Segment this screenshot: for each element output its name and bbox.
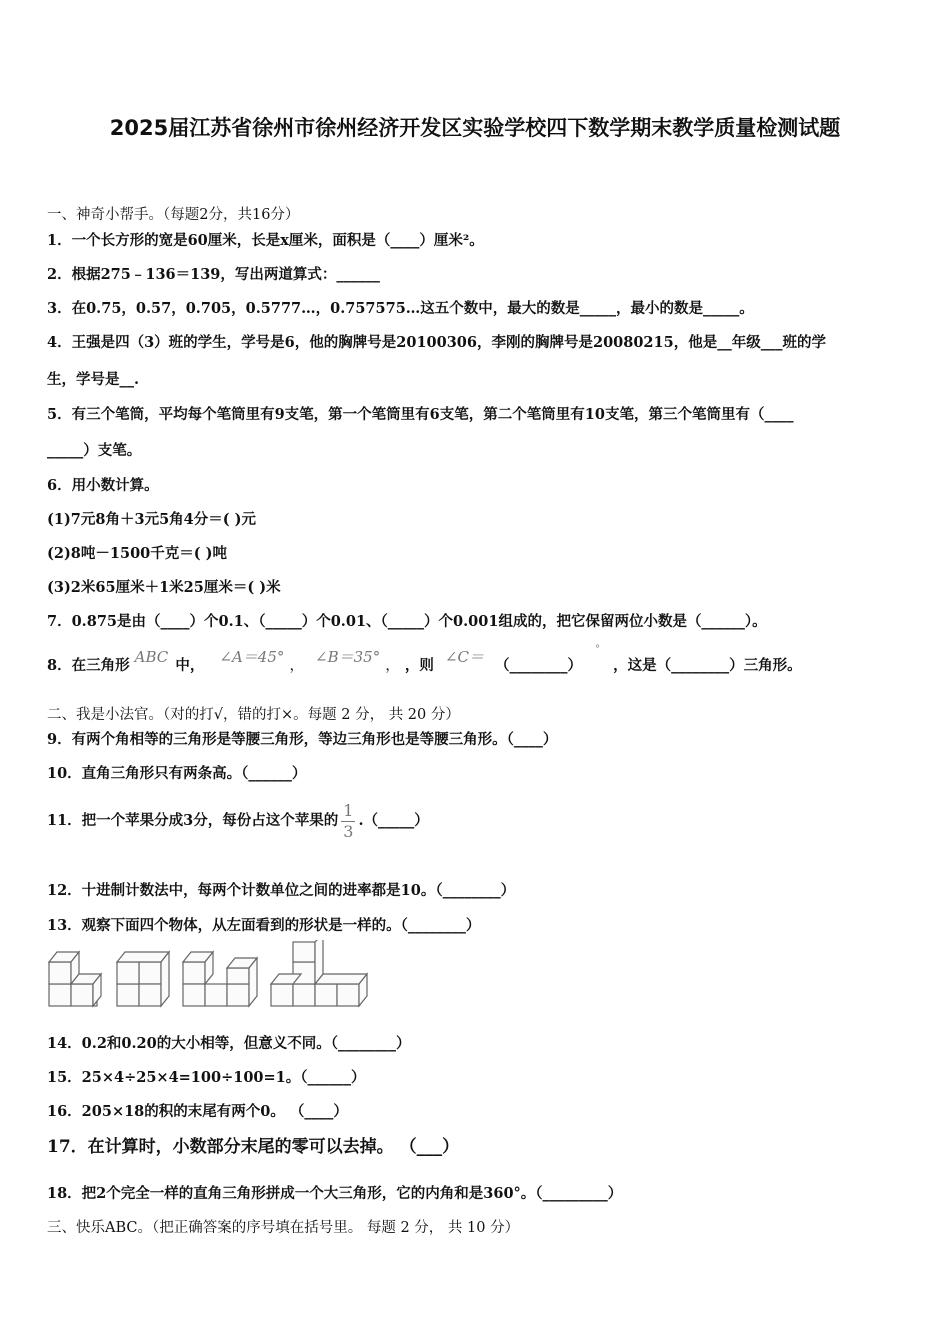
- cube-object-1: [49, 952, 101, 1006]
- cube-figures: [45, 940, 375, 1015]
- angle-b: ∠B＝35°: [315, 647, 381, 666]
- question-7: 7．0.875是由（____）个0.1、（_____）个0.01、（_____）个0.001组成的，把它保留两位小数是（______）。: [47, 613, 767, 630]
- question-3: 3．在0.75，0.57，0.705，0.5777…，0.757575…这五个数中，最大的数是_____，最小的数是_____。: [47, 300, 754, 317]
- question-2: 2．根据275﹣136＝139，写出两道算式：______: [47, 266, 380, 283]
- cube-object-4: [271, 940, 367, 1006]
- question-11-suffix: .（_____）: [358, 812, 429, 829]
- cube-object-3: [183, 952, 257, 1006]
- question-9: 9．有两个角相等的三角形是等腰三角形，等边三角形也是等腰三角形。（____）: [47, 731, 558, 748]
- question-4-line-1: 4．王强是四（3）班的学生，学号是6，他的胸牌号是20100306，李刚的胸牌号是20080215，他是__年级___班的学: [47, 334, 826, 351]
- page-title: 2025届江苏省徐州市徐州经济开发区实验学校四下数学期末教学质量检测试题: [109, 116, 841, 140]
- question-15: 15．25×4÷25×4=100÷100=1。（______）: [47, 1069, 366, 1086]
- degree-symbol: °: [595, 644, 601, 655]
- question-13: 13．观察下面四个物体，从左面看到的形状是一样的。（________）: [47, 917, 481, 934]
- angle-a: ∠A＝45°: [219, 647, 285, 666]
- question-6: 6．用小数计算。: [47, 477, 159, 494]
- question-8-blank: （________）: [495, 656, 583, 674]
- question-5-line-2: _____）支笔。: [47, 442, 142, 459]
- question-11-prefix: 11．把一个苹果分成3分，每份占这个苹果的: [47, 812, 339, 829]
- question-10: 10．直角三角形只有两条高。（______）: [47, 765, 307, 782]
- question-8-prefix: 8．在三角形: [47, 656, 130, 674]
- question-14: 14．0.2和0.20的大小相等，但意义不同。（________）: [47, 1035, 411, 1052]
- question-6-part-1: (1)7元8角＋3元5角4分＝( )元: [47, 511, 257, 528]
- question-5-line-1: 5．有三个笔筒，平均每个笔筒里有9支笔，第一个笔筒里有6支笔，第二个笔筒里有10支笔，第三个笔筒里有（____: [47, 406, 794, 423]
- question-8-middle: 中，: [175, 656, 205, 674]
- question-8: 8．在三角形 ABC 中， ∠A＝45° ， ∠B＝35° ， ，则 ∠C＝ （________） ° ，这是（________）三角形。: [47, 644, 802, 674]
- triangle-abc: ABC: [134, 647, 169, 666]
- angle-c: ∠C＝: [444, 647, 484, 666]
- question-12: 12．十进制计数法中，每两个计数单位之间的进率都是10。（________）: [47, 882, 516, 899]
- question-11: [47, 796, 429, 846]
- question-1: 1．一个长方形的宽是60厘米，长是x厘米，面积是（____）厘米²。: [47, 232, 484, 249]
- fraction-one-third: [341, 800, 355, 841]
- question-17: 17．在计算时，小数部分末尾的零可以去掉。 （___）: [47, 1137, 460, 1157]
- cube-object-2: [117, 952, 169, 1006]
- question-18: 18．把2个完全一样的直角三角形拼成一个大三角形，它的内角和是360°。（_________）: [47, 1185, 623, 1202]
- question-4-line-2: 生，学号是__.: [47, 371, 140, 388]
- question-6-part-2: (2)8吨－1500千克＝( )吨: [47, 545, 228, 562]
- fraction-numerator: 1: [343, 800, 354, 820]
- section-3-heading: 三、快乐ABC。（把正确答案的序号填在括号里。 每题 2 分， 共 10 分）: [47, 1220, 520, 1236]
- question-8-end: ，这是（________）三角形。: [613, 656, 802, 674]
- question-16: 16．205×18的积的末尾有两个0。 （____）: [47, 1103, 348, 1120]
- fraction-denominator: 3: [343, 821, 354, 841]
- question-8-then: ，则: [404, 656, 434, 674]
- section-1-heading: 一、神奇小帮手。（每题2分，共16分）: [47, 207, 300, 223]
- section-2-heading: 二、我是小法官。（对的打√，错的打×。每题 2 分， 共 20 分）: [47, 707, 460, 723]
- question-6-part-3: (3)2米65厘米＋1米25厘米＝( )米: [47, 579, 281, 596]
